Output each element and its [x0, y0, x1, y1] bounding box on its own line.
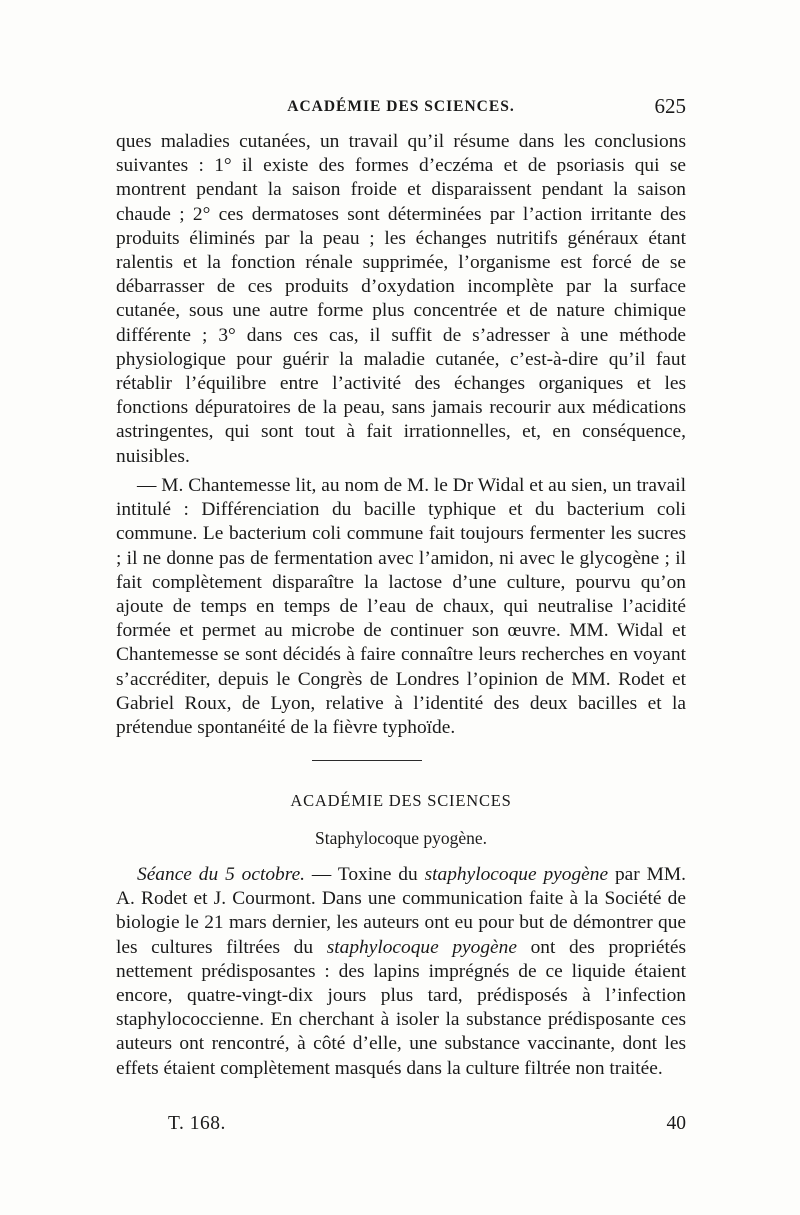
italic-term: staphylocoque pyogène	[424, 864, 609, 885]
paragraph-text: — M. Chantemesse lit, au nom de M. le Dr Widal et au sien, un travail intitulé : Différenciation du bacille typhique et du bacterium coli commune. Le bacterium coli commune fait toujours fermenter les sucres ; il ne donne pas de fermentation avec l’amidon, ni avec le glycogène ; il fait complètement disparaître la lactose d’une culture, pourvu qu’on ajoute de temps en temps de l’eau de chaux, qui neutralise l’acidité formée et permet au microbe de continuer son œuvre. MM. Widal et Chantemesse se sont décidés à faire connaître leurs recherches en voyant s’accréditer, depuis le Congrès de Londres l’opinion de MM. Rodet et Gabriel Roux, de Lyon, relative à l’identité des deux bacilles et la prétendue spontanéité de la fièvre typhoïde.	[116, 475, 686, 739]
section-subtitle: Staphylocoque pyogène.	[314, 828, 488, 848]
session-date: Séance du 5 octobre.	[137, 864, 306, 885]
page-number: 625	[654, 94, 686, 118]
body-paragraph-continued	[116, 130, 686, 469]
body-paragraph-chantemesse	[116, 474, 686, 740]
italic-term: staphylocoque pyogène	[326, 936, 517, 958]
page-footer	[116, 1113, 686, 1143]
body-paragraph-seance	[116, 863, 686, 1081]
signature-mark: 40	[666, 1113, 686, 1134]
paragraph-segment: — Toxine du	[305, 864, 425, 885]
paragraph-segment: par MM. A. Rodet et J. Courmont. Dans une communication faite à la Société de biologie le 21 mars dernier, les auteurs ont eu pour but de démontrer que les cultures filtrées du	[116, 864, 686, 958]
section-divider	[312, 760, 422, 761]
paragraph-text: ques maladies cutanées, un travail qu’il résume dans les conclusions suivantes : 1° il existe des formes d’eczéma et de psoriasis qui se montrent pendant la saison froide et disparaissent pendant la saison chaude ; 2° ces dermatoses sont déterminées par l’action irritante des produits éliminés par la peau ; les échanges nutritifs généraux étant ralentis et la fonction rénale supprimée, l’organisme est forcé de se débarrasser de ces produits d’oxydation incomplète par la surface cutanée, sous une autre forme plus concentrée et de nature chimique différente ; 3° dans ces cas, il suffit de s’adresser à une méthode physiologique pour guérir la maladie cutanée, c’est-à-dire qu’il faut rétablir l’équilibre entre l’activité des échanges organiques et les fonctions dépuratoires de la peau, sans jamais recourir aux médications astringentes, qui sont tout à fait irrationnelles, et, en conséquence, nuisibles.	[116, 131, 686, 467]
running-header	[116, 96, 686, 126]
running-title: ACADÉMIE DES SCIENCES.	[287, 98, 515, 115]
volume-number: T. 168.	[168, 1113, 226, 1134]
section-title: ACADÉMIE DES SCIENCES	[290, 791, 512, 810]
paragraph-text	[116, 863, 686, 1081]
paragraph-segment: ont des propriétés nettement prédisposantes : des lapins imprégnés de ce liquide étaient encore, quatre-vingt-dix jours plus tard, prédisposés à l’infection staphylococcienne. En cherchant à isoler la substance prédisposante ces auteurs ont rencontré, à côté d’elle, une substance vaccinante, dont les effets étaient complètement masqués dans la culture filtrée non traitée.	[116, 936, 686, 1079]
